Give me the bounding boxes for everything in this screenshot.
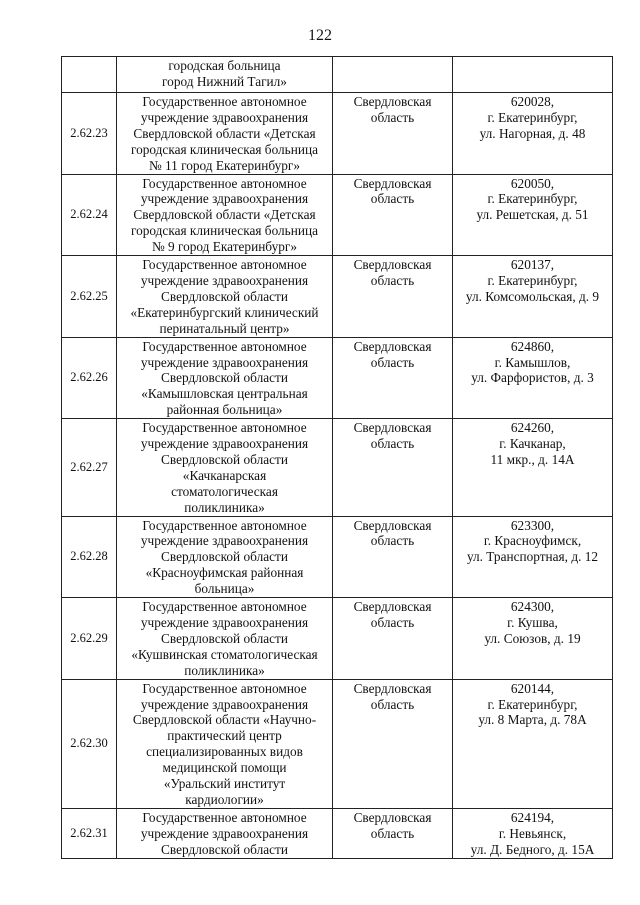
row-number: 2.62.30: [62, 679, 117, 808]
region: Свердловская область: [333, 598, 453, 680]
organization-name: Государственное автономное учреждение здравоохранения Свердловской области «Детская городская клиническая больница № 9 город Екатеринбург»: [117, 174, 333, 256]
region: [333, 57, 453, 93]
address: 620137, г. Екатеринбург, ул. Комсомольская, д. 9: [453, 256, 613, 338]
address: 620028, г. Екатеринбург, ул. Нагорная, д. 48: [453, 93, 613, 175]
table-row: [62, 419, 613, 516]
organization-name: Государственное автономное учреждение здравоохранения Свердловской области «Красноуфимская районная больница»: [117, 516, 333, 598]
row-number: 2.62.27: [62, 419, 117, 516]
table-row: [62, 679, 613, 808]
row-number: [62, 57, 117, 93]
row-number: 2.62.26: [62, 337, 117, 419]
table-row: [62, 516, 613, 598]
table-row: [62, 93, 613, 175]
region: Свердловская область: [333, 337, 453, 419]
region: Свердловская область: [333, 516, 453, 598]
organization-name: Государственное автономное учреждение здравоохранения Свердловской области «Научно- практический центр специализированных видов медицинской помощи «Уральский институт кардиологии»: [117, 679, 333, 808]
region: Свердловская область: [333, 679, 453, 808]
region: Свердловская область: [333, 256, 453, 338]
organization-name: Государственное автономное учреждение здравоохранения Свердловской области «Качканарская стоматологическая поликлиника»: [117, 419, 333, 516]
row-number: 2.62.29: [62, 598, 117, 680]
address: 624860, г. Камышлов, ул. Фарфористов, д. 3: [453, 337, 613, 419]
table-row: [62, 808, 613, 858]
address: 624194, г. Невьянск, ул. Д. Бедного, д. 15А: [453, 808, 613, 858]
region: Свердловская область: [333, 93, 453, 175]
page-number: 122: [308, 27, 332, 44]
region: Свердловская область: [333, 419, 453, 516]
address: 624300, г. Кушва, ул. Союзов, д. 19: [453, 598, 613, 680]
row-number: 2.62.24: [62, 174, 117, 256]
row-number: 2.62.31: [62, 808, 117, 858]
address: 620050, г. Екатеринбург, ул. Решетская, д. 51: [453, 174, 613, 256]
organization-name: Государственное автономное учреждение здравоохранения Свердловской области «Детская городская клиническая больница № 11 город Екатеринбург»: [117, 93, 333, 175]
row-number: 2.62.23: [62, 93, 117, 175]
organization-name: Государственное автономное учреждение здравоохранения Свердловской области «Екатеринбургский клинический перинатальный центр»: [117, 256, 333, 338]
table-row: [62, 598, 613, 680]
organization-name: Государственное автономное учреждение здравоохранения Свердловской области «Кушвинская стоматологическая поликлиника»: [117, 598, 333, 680]
table-row: [62, 256, 613, 338]
row-number: 2.62.25: [62, 256, 117, 338]
address: 624260, г. Качканар, 11 мкр., д. 14А: [453, 419, 613, 516]
row-number: 2.62.28: [62, 516, 117, 598]
organization-name: Государственное автономное учреждение здравоохранения Свердловской области «Камышловская центральная районная больница»: [117, 337, 333, 419]
table-row: [62, 57, 613, 93]
address: 623300, г. Красноуфимск, ул. Транспортная, д. 12: [453, 516, 613, 598]
region: Свердловская область: [333, 808, 453, 858]
organization-name: городская больница город Нижний Тагил»: [117, 57, 333, 93]
address: [453, 57, 613, 93]
table-row: [62, 337, 613, 419]
organization-name: Государственное автономное учреждение здравоохранения Свердловской области: [117, 808, 333, 858]
organizations-table: [61, 56, 613, 859]
address: 620144, г. Екатеринбург, ул. 8 Марта, д. 78А: [453, 679, 613, 808]
table-row: [62, 174, 613, 256]
region: Свердловская область: [333, 174, 453, 256]
